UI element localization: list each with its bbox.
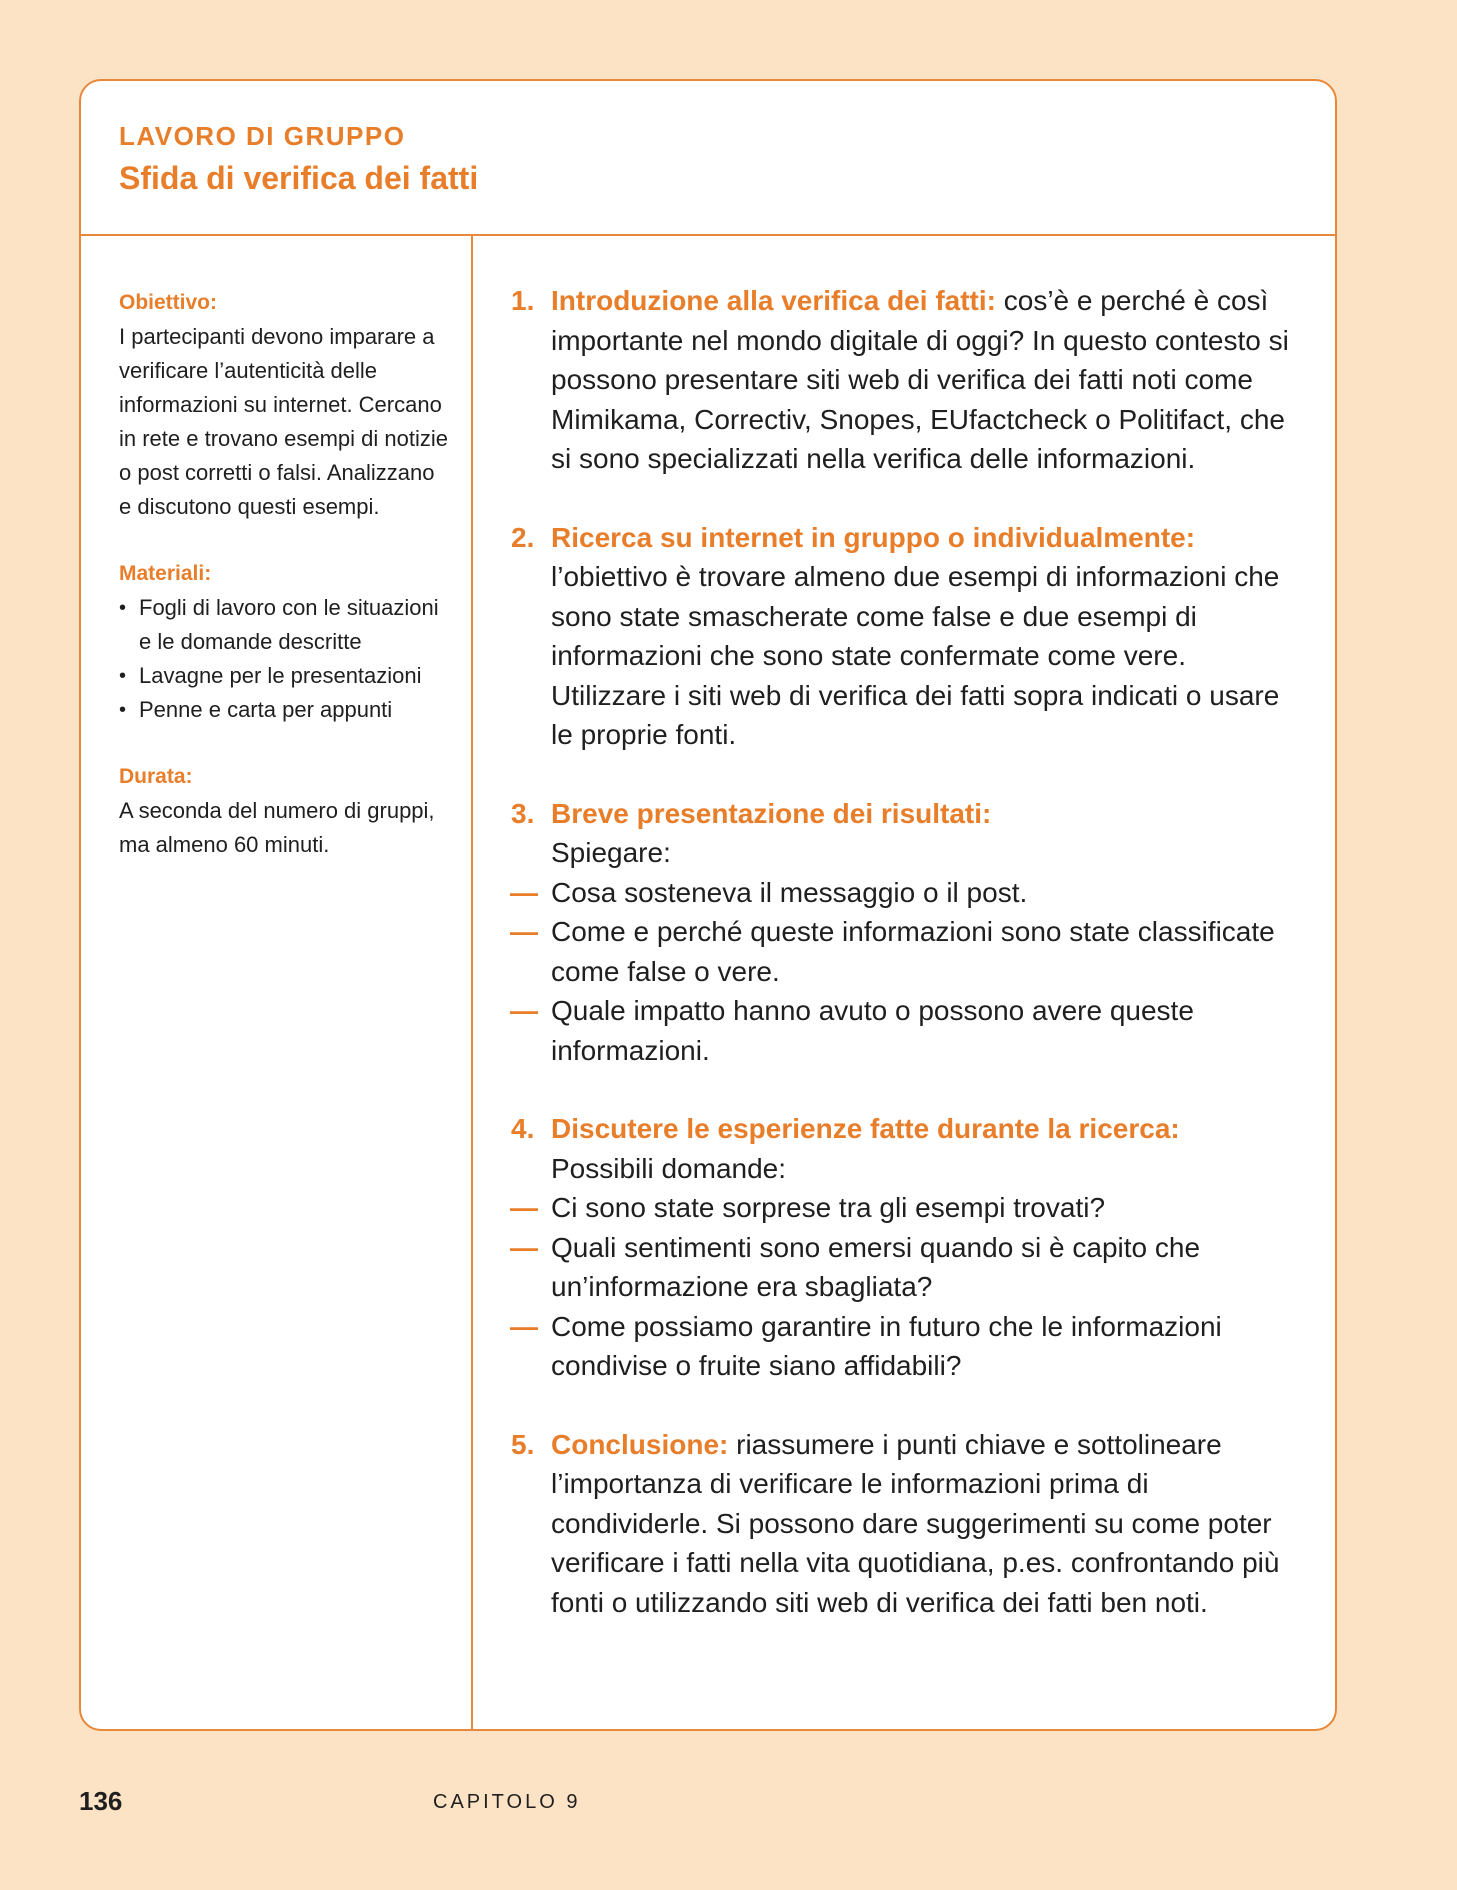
step-row bbox=[473, 518, 1299, 755]
dash-marker: — bbox=[510, 1310, 538, 1342]
step-bullet bbox=[473, 873, 1299, 913]
step-5 bbox=[473, 1425, 1299, 1623]
dash-marker: — bbox=[510, 876, 538, 908]
step-bullet bbox=[473, 1188, 1299, 1228]
step-4 bbox=[473, 1109, 1299, 1386]
step-title: Ricerca su internet in gruppo o individualmente: bbox=[551, 521, 1196, 553]
step-intro: Possibili domande: bbox=[551, 1152, 787, 1184]
sidebar bbox=[81, 236, 473, 1729]
card-header bbox=[81, 81, 1335, 236]
step-text: cos’è e perché è così importante nel mondo digitale di oggi? In questo contesto si possono presentare siti web di verifica dei fatti noti come Mimikama, Correctiv, Snopes, EUfactcheck o Politifact, che si sono specializzati nella verifica delle informazioni. bbox=[551, 285, 1289, 474]
step-bullet-text: Quali sentimenti sono emersi quando si è capito che un’informazione era sbagliata? bbox=[551, 1231, 1201, 1302]
step-bullet-text: Quale impatto hanno avuto o possono avere queste informazioni. bbox=[551, 995, 1194, 1066]
step-number: 5. bbox=[511, 1428, 535, 1460]
step-number: 2. bbox=[511, 521, 535, 553]
dash-marker: — bbox=[510, 1192, 538, 1223]
materials-list bbox=[119, 591, 451, 727]
step-bullet-text: Ci sono state sorprese tra gli esempi trovati? bbox=[551, 1192, 1106, 1223]
step-3 bbox=[473, 794, 1299, 1071]
steps-list bbox=[473, 236, 1335, 1729]
step-row bbox=[473, 1109, 1299, 1188]
dash-marker: — bbox=[510, 1231, 538, 1263]
step-2 bbox=[473, 518, 1299, 755]
duration-text: A seconda del numero di gruppi, ma almeno 60 minuti. bbox=[119, 798, 435, 857]
step-1 bbox=[473, 281, 1299, 479]
card-body bbox=[81, 236, 1335, 1729]
step-intro: Spiegare: bbox=[551, 837, 671, 868]
step-bullet bbox=[473, 1307, 1299, 1386]
step-number: 3. bbox=[511, 797, 535, 829]
step-bullet-text: Come e perché queste informazioni sono state classificate come false o vere. bbox=[551, 916, 1275, 987]
step-row bbox=[473, 281, 1299, 479]
dash-marker: — bbox=[510, 916, 538, 947]
step-bullet bbox=[473, 991, 1299, 1070]
step-text: l’obiettivo è trovare almeno due esempi di informazioni che sono state smascherate come false e due esempi di informazioni che sono state confermate come vere. Utilizzare i siti web di verifica dei fatti sopra indicati o usare le proprie fonti. bbox=[551, 561, 1280, 750]
step-bullet bbox=[473, 912, 1299, 991]
step-text: riassumere i punti chiave e sottolineare l’importanza di verificare le informazioni prima di condividerle. Si possono dare suggerimenti su come poter verificare i fatti nella vita quotidiana, p.es. confrontando più fonti o utilizzando siti web di verifica dei fatti ben noti. bbox=[551, 1428, 1280, 1618]
objective-text: I partecipanti devono imparare a verificare l’autenticità delle informazioni su internet. Cercano in rete e trovano esempi di notizie o post corretti o falsi. Analizzano e discutono questi esempi. bbox=[119, 324, 448, 519]
page-number: 136 bbox=[79, 1786, 123, 1816]
section-kicker: LAVORO DI GRUPPO bbox=[119, 121, 406, 151]
duration-label: Durata: bbox=[119, 765, 193, 788]
step-title: Introduzione alla verifica dei fatti: bbox=[551, 285, 996, 316]
step-title: Discutere le esperienze fatte durante la ricerca: bbox=[551, 1113, 1180, 1144]
objective-label: Obiettivo: bbox=[119, 291, 217, 314]
step-number: 4. bbox=[511, 1113, 535, 1144]
step-title: Breve presentazione dei risultati: bbox=[551, 797, 992, 829]
materials-item: • Fogli di lavoro con le situazioni e le domande descritte bbox=[119, 591, 451, 659]
step-bullet-text: Cosa sosteneva il messaggio o il post. bbox=[551, 876, 1028, 908]
step-number: 1. bbox=[511, 285, 535, 316]
materials-item: • Penne e carta per appunti bbox=[119, 693, 451, 727]
activity-title: Sfida di verifica dei fatti bbox=[119, 160, 479, 196]
dash-marker: — bbox=[510, 995, 538, 1026]
step-bullet-text: Come possiamo garantire in futuro che le informazioni condivise o fruite siano affidabili? bbox=[551, 1310, 1222, 1381]
activity-card bbox=[79, 79, 1337, 1731]
materials-item: • Lavagne per le presentazioni bbox=[119, 659, 451, 693]
step-row bbox=[473, 1425, 1299, 1623]
step-row bbox=[473, 794, 1299, 873]
chapter-label: CAPITOLO 9 bbox=[433, 1791, 581, 1813]
step-title: Conclusione: bbox=[551, 1428, 729, 1460]
materials-label: Materiali: bbox=[119, 562, 212, 585]
step-bullet bbox=[473, 1228, 1299, 1307]
